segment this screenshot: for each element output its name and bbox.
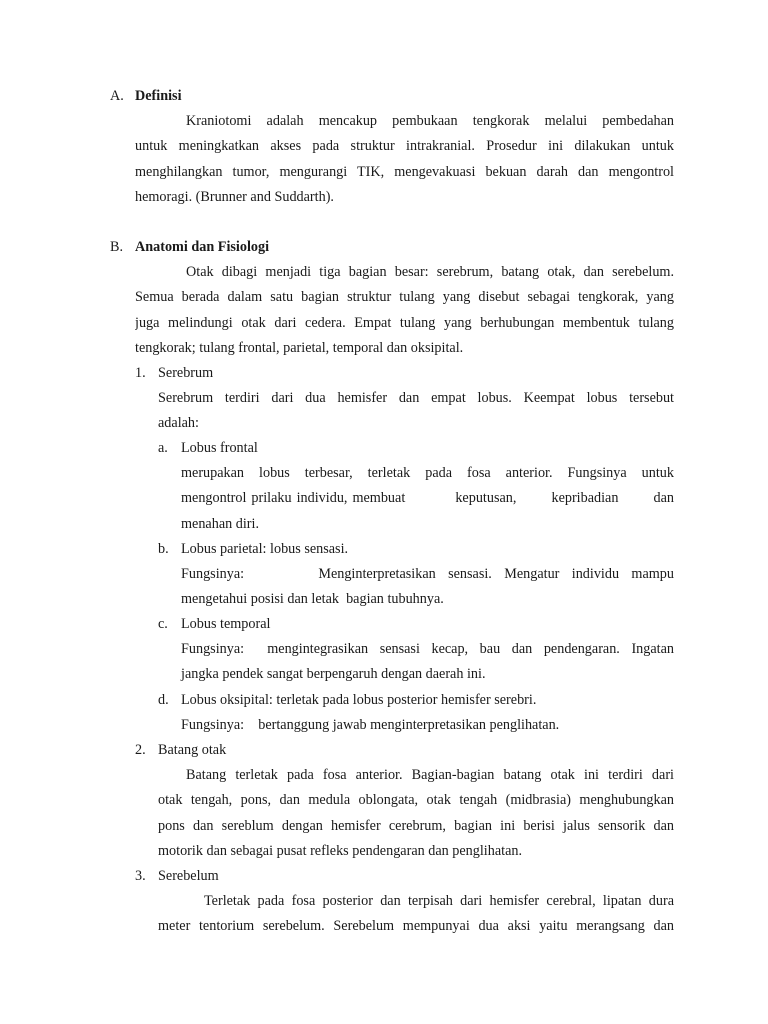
- list-marker: 2.: [135, 742, 146, 758]
- list-title: Batang otak: [158, 742, 227, 758]
- lobus-oksipital-text: [181, 713, 674, 738]
- paragraph-line: Semua berada dalam satu bagian struktur tulang yang disebut sebagai tengkorak, yang: [135, 289, 674, 306]
- section-heading: Anatomi dan Fisiologi: [135, 239, 270, 255]
- list-title: Serebelum: [158, 868, 219, 884]
- serebelum-text: [158, 889, 674, 940]
- batang-otak-text: [158, 763, 674, 864]
- lobus-parietal-text: [181, 562, 674, 613]
- section-marker: B.: [110, 239, 124, 255]
- paragraph-line: menahan diri.: [181, 515, 260, 532]
- paragraph-line: tengkorak; tulang frontal, parietal, temporal dan oksipital.: [135, 339, 464, 356]
- definition-paragraph: [135, 109, 674, 210]
- paragraph-line: Fungsinya: mengintegrasikan sensasi kecap, bau dan pendengaran. Ingatan: [181, 641, 674, 657]
- paragraph-line: menghilangkan tumor, mengurangi TIK, mengevakuasi bekuan darah dan mengontrol: [135, 163, 674, 180]
- paragraph-line: jangka pendek sangat berpengaruh dengan daerah ini.: [181, 666, 486, 683]
- paragraph-line: Fungsinya: Menginterpretasikan sensasi. Mengatur individu mampu: [181, 566, 674, 582]
- lobus-temporal-text: [181, 637, 674, 688]
- paragraph-line: Otak dibagi menjadi tiga bagian besar: serebrum, batang otak, dan serebelum.: [186, 264, 674, 280]
- section-heading: Definisi: [135, 88, 182, 104]
- list-marker: 1.: [135, 365, 146, 381]
- paragraph-line: meter tentorium serebelum. Serebelum mempunyai dua aksi yaitu merangsang dan: [158, 918, 674, 935]
- paragraph-line: Fungsinya: bertanggung jawab menginterpretasikan penglihatan.: [181, 717, 560, 733]
- subitem-title: Lobus temporal: [181, 616, 271, 632]
- subitem-title: Lobus parietal: lobus sensasi.: [181, 541, 349, 557]
- subitem-marker: b.: [158, 541, 169, 557]
- paragraph-line: untuk meningkatkan akses pada struktur intrakranial. Prosedur ini dilakukan untuk: [135, 138, 674, 155]
- paragraph-line: pons dan sereblum dengan hemisfer cerebrum, bagian ini berisi jalus sensorik dan: [158, 817, 674, 834]
- section-marker: A.: [110, 88, 124, 104]
- paragraph-line: hemoragi. (Brunner and Suddarth).: [135, 188, 334, 205]
- paragraph-line: otak tengah, pons, dan medula oblongata, otak tengah (midbrasia) menghubungkan: [158, 792, 674, 809]
- paragraph-line: motorik dan sebagai pusat refleks pendengaran dan penglihatan.: [158, 842, 523, 859]
- subitem-marker: a.: [158, 440, 168, 456]
- list-marker: 3.: [135, 868, 146, 884]
- subitem-title: Lobus oksipital: terletak pada lobus posterior hemisfer serebri.: [181, 692, 537, 708]
- paragraph-line: Terletak pada fosa posterior dan terpisah dari hemisfer cerebral, lipatan dura: [204, 893, 674, 909]
- paragraph-line: merupakan lobus terbesar, terletak pada fosa anterior. Fungsinya untuk: [181, 465, 674, 481]
- paragraph-line: adalah:: [158, 415, 199, 432]
- paragraph-line: mengontrol prilaku individu, membuat keputusan, kepribadian dan: [181, 490, 674, 507]
- paragraph-line: mengetahui posisi dan letak bagian tubuhnya.: [181, 591, 444, 608]
- paragraph-line: Kraniotomi adalah mencakup pembukaan tengkorak melalui pembedahan: [186, 113, 674, 129]
- lobus-frontal-text: [181, 461, 674, 537]
- anatomy-paragraph: [135, 260, 674, 361]
- paragraph-line: Serebrum terdiri dari dua hemisfer dan empat lobus. Keempat lobus tersebut: [158, 390, 674, 406]
- serebrum-text: [158, 386, 674, 437]
- subitem-marker: d.: [158, 692, 169, 708]
- list-title: Serebrum: [158, 365, 214, 381]
- subitem-title: Lobus frontal: [181, 440, 258, 456]
- paragraph-line: juga melindungi otak dari cedera. Empat tulang yang berhubungan membentuk tulang: [135, 314, 674, 331]
- paragraph-line: Batang terletak pada fosa anterior. Bagian-bagian batang otak ini terdiri dari: [186, 767, 674, 783]
- subitem-marker: c.: [158, 616, 168, 632]
